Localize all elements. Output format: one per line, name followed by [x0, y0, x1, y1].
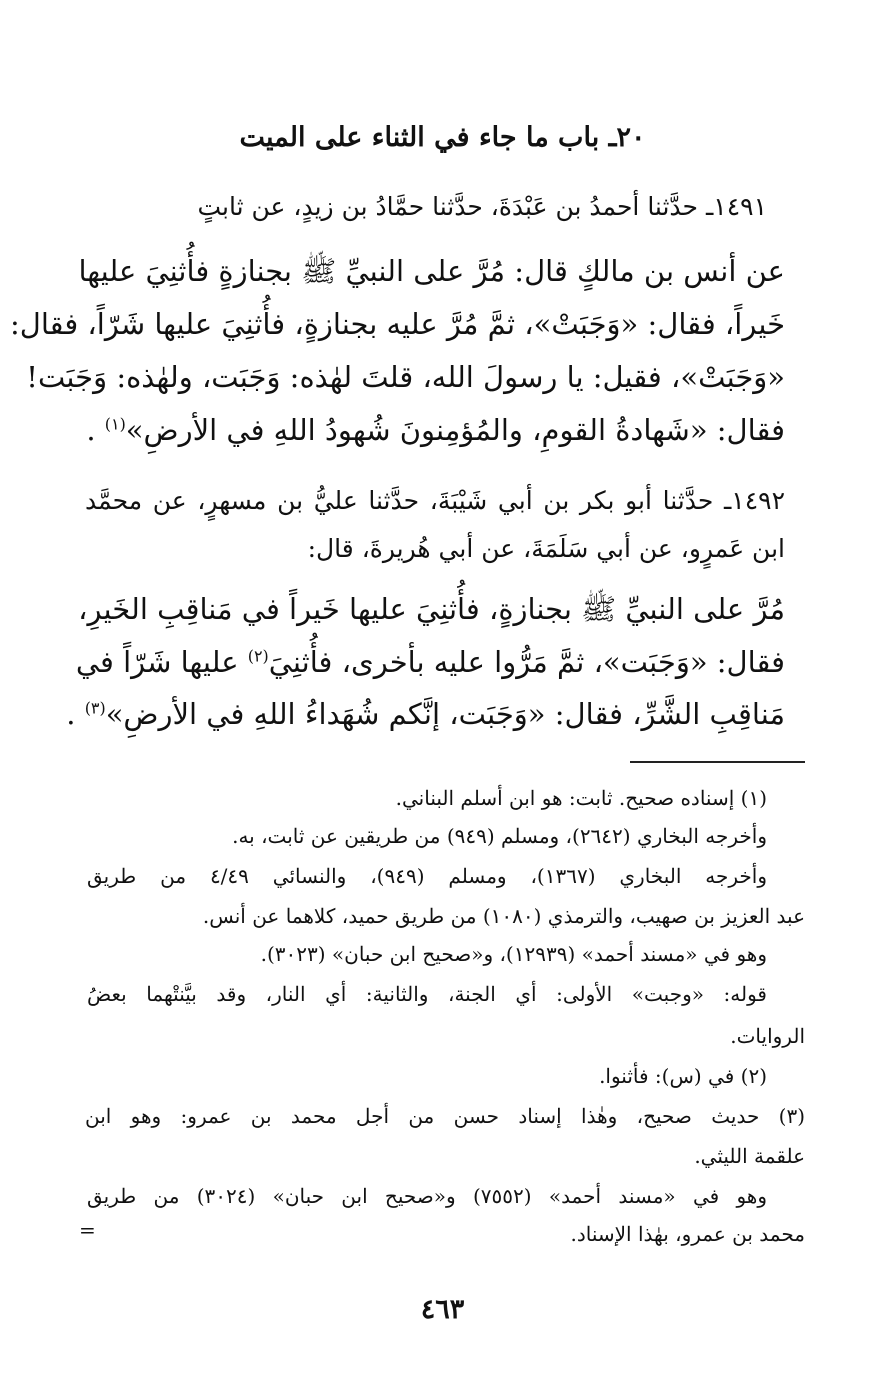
footnote-1-line-6: قوله: «وجبت» الأولى: أي الجنة، والثانية: أي النار، وقد بيَّنتْهما بعضُ	[87, 982, 767, 1006]
hadith-1492-line-2a: فقال: «وَجَبَت»، ثمَّ مَرُّوا عليه بأخرى، فأُثنِيَ	[268, 645, 785, 679]
hadith-1492-isnad-line-2: ابن عَمرٍو، عن أبي سَلَمَةَ، عن أبي هُريرةَ، قال:	[307, 534, 785, 563]
hadith-1492-line-2	[75, 645, 785, 679]
hadith-1492-isnad-line-1: ١٤٩٢ـ حدَّثنا أبو بكر بن أبي شَيْبَةَ، حدَّثنا عليُّ بن مسهرٍ، عن محمَّد	[85, 486, 785, 515]
hadith-1492-line-2b: عليها شَرّاً في	[75, 645, 239, 679]
footnote-2: (٢) في (س): فأثنوا.	[599, 1064, 767, 1088]
chapter-heading: ٢٠ـ باب ما جاء في الثناء على الميت	[239, 122, 646, 153]
footnote-3-line-2: علقمة الليثي.	[694, 1144, 805, 1168]
footnote-1: (١) إسناده صحيح. ثابت: هو ابن أسلم البناني.	[395, 786, 767, 810]
footnote-ref-3: (٣)	[84, 698, 106, 718]
footnote-1-line-5: وهو في «مسند أحمد» (١٢٩٣٩)، و«صحيح ابن حبان» (٣٠٢٣).	[260, 942, 767, 966]
footnote-divider	[630, 761, 805, 763]
footnote-ref-2: (٢)	[247, 646, 269, 666]
footnote-1-line-4: عبد العزيز بن صهيب، والترمذي (١٠٨٠) من طريق حميد، كلاهما عن أنس.	[202, 904, 805, 928]
hadith-1491-line-4-text: فقال: «شَهادةُ القومِ، والمُؤمِنونَ شُهودُ اللهِ في الأرضِ»	[125, 413, 785, 447]
page-number: ٤٦٣	[420, 1294, 465, 1325]
hadith-1491-line-4: فقال: «شَهادةُ القومِ، والمُؤمِنونَ شُهودُ اللهِ في الأرضِ»$^{(١)}$ .	[86, 413, 785, 447]
hadith-1492-line-3-text: مَناقِبِ الشَّرِّ، فقال: «وَجَبَت، إنَّكم شُهَداءُ اللهِ في الأرضِ»	[105, 697, 785, 731]
hadith-1492-line-3: مَناقِبِ الشَّرِّ، فقال: «وَجَبَت، إنَّكم شُهَداءُ اللهِ في الأرضِ»$^{(٣)}$ .	[66, 697, 785, 731]
footnote-1-line-7: الروايات.	[730, 1024, 805, 1048]
footnote-ref-1: (١)	[104, 414, 126, 434]
footnote-3-line-4: محمد بن عمرو، بهٰذا الإسناد.	[570, 1222, 805, 1246]
footnote-3-line-3: وهو في «مسند أحمد» (٧٥٥٢) و«صحيح ابن حبان» (٣٠٢٤) من طريق	[87, 1184, 768, 1208]
hadith-1491-line-2: خَيراً، فقال: «وَجَبَتْ»، ثمَّ مُرَّ عليه بجنازةٍ، فأُثنِيَ عليها شَرّاً، فقال:	[9, 307, 785, 341]
hadith-1491-line-3: «وَجَبَتْ»، فقيل: يا رسولَ الله، قلتَ لهٰذه: وَجَبَت، ولهٰذه: وَجَبَت!	[26, 360, 785, 394]
continuation-mark: =	[79, 1218, 96, 1242]
hadith-1491-line-1: عن أنس بن مالكٍ قال: مُرَّ على النبيِّ ﷺ بجنازةٍ فأُثنِيَ عليها	[78, 254, 785, 288]
footnote-1-line-3: وأخرجه البخاري (١٣٦٧)، ومسلم (٩٤٩)، والنسائي ٤/٤٩ من طريق	[87, 864, 768, 888]
hadith-1492-line-1: مُرَّ على النبيِّ ﷺ بجنازةٍ، فأُثنِيَ عليها خَيراً في مَناقِبِ الخَيرِ،	[78, 592, 785, 626]
hadith-1491-isnad: ١٤٩١ـ حدَّثنا أحمدُ بن عَبْدَةَ، حدَّثنا حمَّادُ بن زيدٍ، عن ثابتٍ	[197, 192, 767, 221]
footnote-3: (٣) حديث صحيح، وهٰذا إسناد حسن من أجل محمد بن عمرو: وهو ابن	[85, 1104, 805, 1128]
footnote-1-line-2: وأخرجه البخاري (٢٦٤٢)، ومسلم (٩٤٩) من طريقين عن ثابت، به.	[232, 824, 767, 848]
